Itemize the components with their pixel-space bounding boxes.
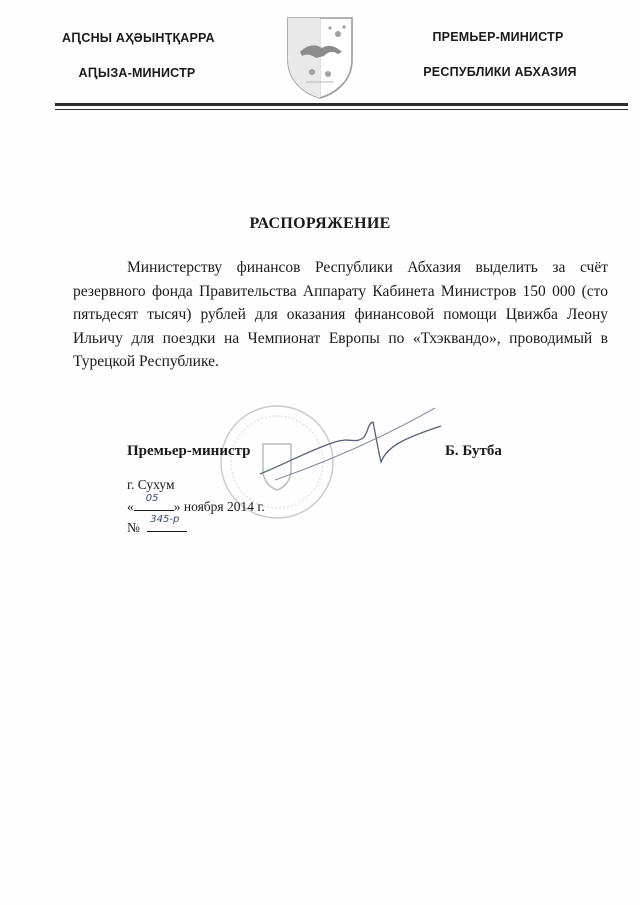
number-label: № bbox=[127, 520, 140, 535]
document-body bbox=[73, 256, 608, 374]
issue-date bbox=[127, 493, 265, 515]
coat-of-arms-emblem bbox=[282, 14, 358, 100]
signatory-name: Б. Бутба bbox=[445, 443, 502, 459]
number-blank bbox=[147, 514, 187, 532]
header-left-line2: АԤЫЗА-МИНИСТР bbox=[78, 66, 196, 80]
signatory-position: Премьер-министр bbox=[127, 443, 251, 459]
issue-city: г. Сухум bbox=[127, 477, 175, 492]
document-title: РАСПОРЯЖЕНИЕ bbox=[249, 215, 391, 232]
date-rest: » ноября 2014 г. bbox=[173, 499, 265, 514]
header-left-line1: АԤСНЫ АҲӘЫНҬҚАРРА bbox=[62, 31, 215, 45]
header-rule-thin bbox=[55, 109, 628, 110]
document-number bbox=[127, 514, 187, 536]
date-day-handwritten: 05 bbox=[145, 493, 159, 504]
number-handwritten: 345-р bbox=[150, 514, 180, 525]
header-right-line2: РЕСПУБЛИКИ АБХАЗИЯ bbox=[423, 65, 577, 79]
date-open-quote: « bbox=[127, 499, 134, 514]
body-paragraph: Министерству финансов Республики Абхазия выделить за счёт резервного фонда Правительства Аппарату Кабинета Министров 150 000 (сто пятьдесят тысяч) рублей для оказания финансовой помощи Цвижба Леону Ильичу для поездки на Чемпионат Европы по «Тхэквандо», проводимый в Турецкой Республике. bbox=[73, 259, 608, 370]
header-rule-thick bbox=[55, 103, 628, 106]
date-day-blank bbox=[134, 493, 174, 511]
header-right-line1: ПРЕМЬЕР-МИНИСТР bbox=[432, 30, 564, 44]
handwritten-signature bbox=[255, 402, 445, 492]
